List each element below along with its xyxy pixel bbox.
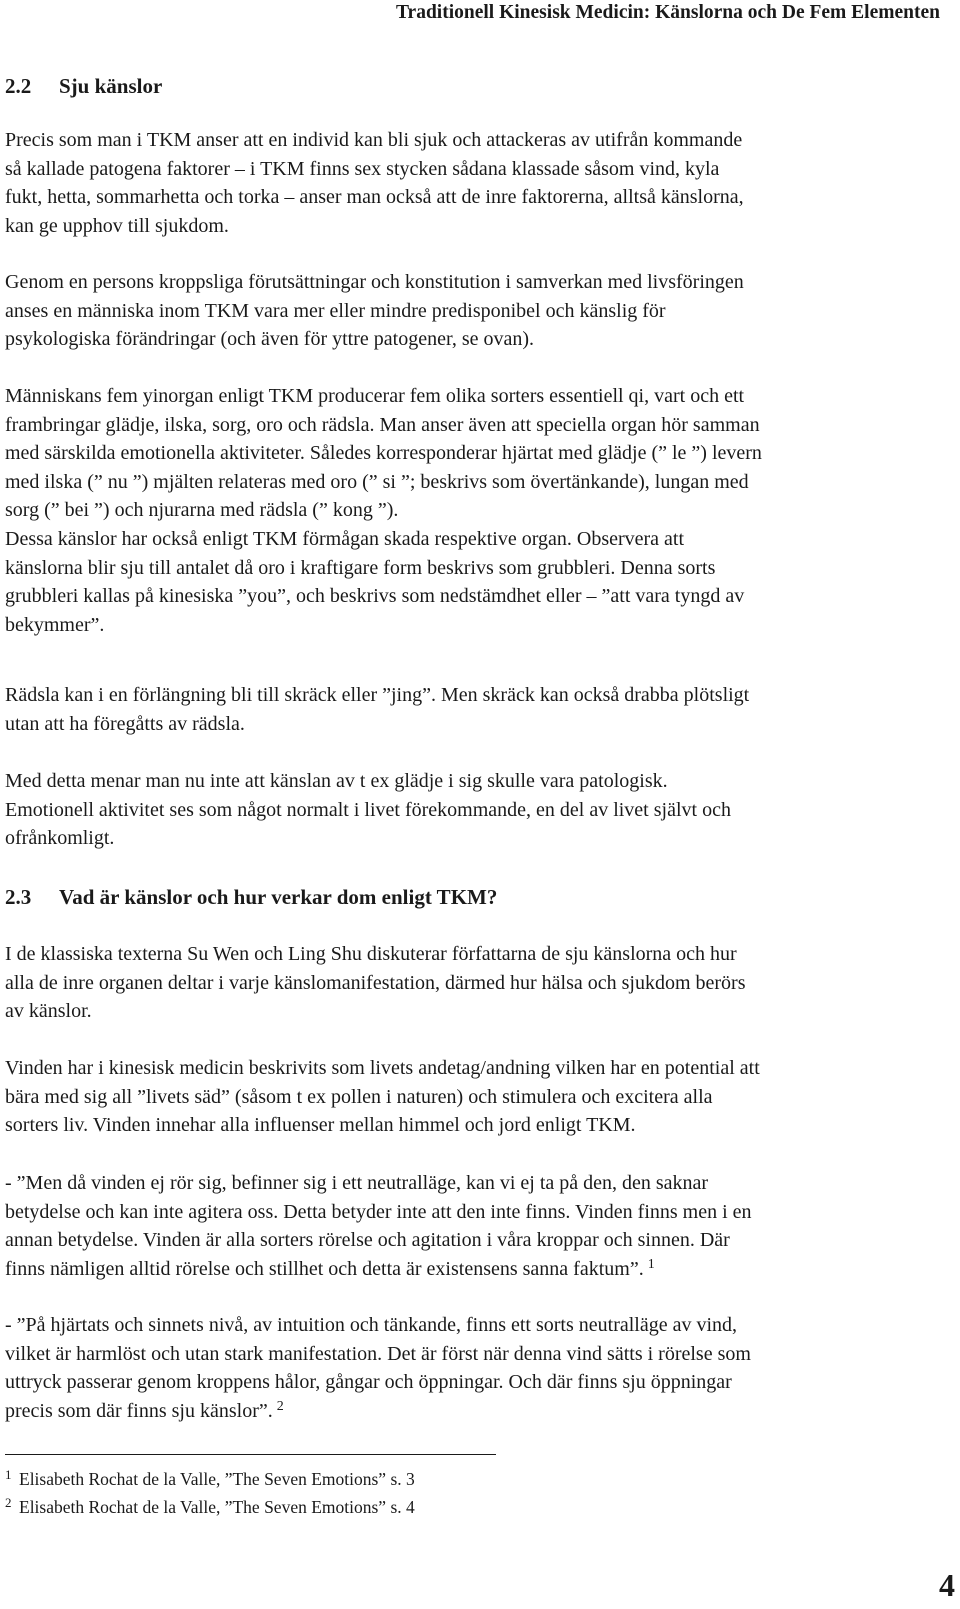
text-line: I de klassiska texterna Su Wen och Ling Shu diskuterar författarna de sju känslorna och hur: [5, 943, 737, 965]
text-line: ofrånkomligt.: [5, 827, 115, 850]
text-line-body: finns nämligen alltid rörelse och stillhet och detta är existensens sanna faktum”.: [5, 1257, 644, 1280]
text-line: anses en människa inom TKM vara mer eller mindre predisponibel och känslig för: [5, 299, 666, 322]
running-header: Traditionell Kinesisk Medicin: Känslorna och De Fem Elementen: [396, 2, 940, 23]
section-heading-2-3: [5, 885, 497, 909]
paragraph-patogena-faktorer: [5, 126, 955, 240]
footnote-divider: [5, 1454, 496, 1455]
paragraph-quote-neutrallage: [5, 1169, 955, 1283]
text-line: bära med sig all ”livets säd” (såsom t ex pollen i naturen) och stimulera och excitera alla: [5, 1085, 713, 1108]
text-line-body: precis som där finns sju känslor”.: [5, 1399, 273, 1422]
section-title: Vad är känslor och hur verkar dom enligt TKM?: [59, 885, 498, 909]
text-line: annan betydelse. Vinden är alla sorters rörelse och agitation i våra kroppar och sinnen. Där: [5, 1229, 730, 1252]
text-line: - ”På hjärtats och sinnets nivå, av intuition och tänkande, finns ett sorts neutralläge av vind,: [5, 1314, 738, 1336]
footnote-text: Elisabeth Rochat de la Valle, ”The Seven Emotions” s. 4: [19, 1497, 415, 1517]
text-line: betydelse och kan inte agitera oss. Detta betyder inte att den inte finns. Vinden finns men i en: [5, 1200, 752, 1223]
text-line: så kallade patogena faktorer – i TKM finns sex stycken sådana klassade såsom vind, kyla: [5, 157, 720, 180]
text-line: alla de inre organen deltar i varje känslomanifestation, därmed hur hälsa och sjukdom berörs: [5, 971, 746, 994]
text-line: kan ge upphov till sjukdom.: [5, 214, 229, 237]
footnote: [5, 1468, 415, 1490]
section-number: 2.2: [5, 74, 32, 98]
text-line: Vinden har i kinesisk medicin beskrivits som livets andetag/andning vilken har en potential att: [5, 1057, 760, 1079]
text-line: känslorna blir sju till antalet då oro i kraftigare form beskrivs som grubbleri. Denna sorts: [5, 556, 716, 579]
footnote-reference[interactable]: 2: [276, 1398, 284, 1414]
text-line: av känslor.: [5, 1000, 92, 1023]
footnote-number: 2: [5, 1495, 12, 1510]
section-heading-2-2: [5, 74, 162, 98]
paragraph-emotionell-aktivitet: [5, 767, 955, 853]
footnote-text: Elisabeth Rochat de la Valle, ”The Seven Emotions” s. 3: [19, 1469, 415, 1489]
section-number: 2.3: [5, 885, 32, 909]
paragraph-vinden: [5, 1054, 955, 1140]
text-line: Emotionell aktivitet ses som något normalt i livet förekommande, en del av livet självt och: [5, 798, 731, 821]
text-line: sorters liv. Vinden innehar alla influenser mellan himmel och jord enligt TKM.: [5, 1114, 636, 1137]
text-line: sorg (” bei ”) och njurarna med rädsla (” kong ”).: [5, 499, 399, 522]
text-line: psykologiska förändringar (och även för yttre patogener, se ovan).: [5, 328, 535, 351]
paragraph-su-wen-ling-shu: [5, 940, 955, 1026]
text-line: Med detta menar man nu inte att känslan av t ex glädje i sig skulle vara patologisk.: [5, 770, 668, 792]
text-line: Genom en persons kroppsliga förutsättningar och konstitution i samverkan med livsföringen: [5, 271, 744, 293]
paragraph-radsla: [5, 681, 955, 738]
text-line: grubbleri kallas på kinesiska ”you”, och beskrivs som nedstämdhet eller – ”att vara tyngd av: [5, 585, 745, 608]
text-line: Rädsla kan i en förlängning bli till skräck eller ”jing”. Men skräck kan också drabba plötsligt: [5, 684, 750, 706]
text-line: med särskilda emotionella aktiviteter. Således korresponderar hjärtat med glädje (” le ”) levern: [5, 442, 762, 465]
text-line: vilket är harmlöst och utan stark manifestation. Det är först när denna vind sätts i rörelse som: [5, 1342, 751, 1365]
text-line: utan att ha föregåtts av rädsla.: [5, 712, 245, 735]
text-line: [5, 1255, 955, 1284]
text-line: uttryck passerar genom kroppens hålor, gångar och öppningar. Och där finns sju öppningar: [5, 1371, 732, 1394]
footnote-number: 1: [5, 1467, 12, 1482]
text-line: bekymmer”.: [5, 613, 105, 636]
paragraph-quote-hjartat: [5, 1311, 955, 1425]
footnote-reference[interactable]: 1: [647, 1256, 655, 1272]
page-number: 4: [939, 1567, 955, 1603]
text-line: Människans fem yinorgan enligt TKM producerar fem olika sorters essentiell qi, vart och ett: [5, 385, 745, 407]
footnote: [5, 1496, 415, 1518]
section-title: Sju känslor: [59, 74, 163, 98]
text-line: Dessa känslor har också enligt TKM förmågan skada respektive organ. Observera att: [5, 527, 685, 550]
paragraph-yinorgan: [5, 382, 955, 639]
text-line: Precis som man i TKM anser att en individ kan bli sjuk och attackeras av utifrån kommande: [5, 129, 743, 151]
paragraph-konstitution: [5, 268, 955, 354]
text-line: frambringar glädje, ilska, sorg, oro och rädsla. Man anser även att speciella organ hör samman: [5, 413, 760, 436]
text-line: fukt, hetta, sommarhetta och torka – anser man också att de inre faktorerna, alltså känslorna,: [5, 186, 744, 209]
text-line: med ilska (” nu ”) mjälten relateras med oro (” si ”; beskrivs som övertänkande), lungan med: [5, 470, 749, 493]
text-line: [5, 1397, 955, 1426]
text-line: - ”Men då vinden ej rör sig, befinner sig i ett neutralläge, kan vi ej ta på den, den saknar: [5, 1172, 709, 1194]
